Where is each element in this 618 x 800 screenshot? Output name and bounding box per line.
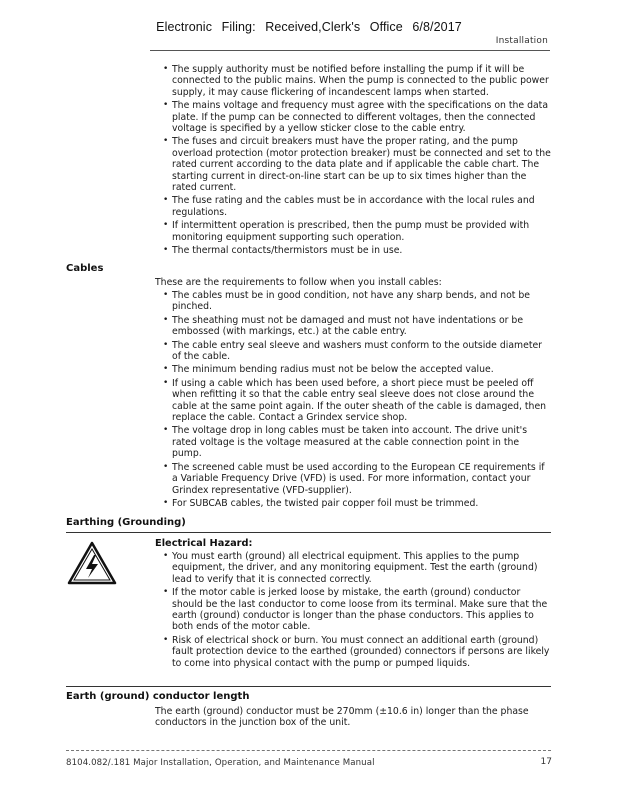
earthing-rule-top bbox=[66, 532, 551, 533]
list-item: • The thermal contacts/thermistors must be in use. bbox=[163, 245, 551, 256]
earthing-heading: Earthing (Grounding) bbox=[66, 517, 186, 528]
conductor-length-heading: Earth (ground) conductor length bbox=[66, 691, 250, 702]
list-item: • Risk of electrical shock or burn. You must connect an additional earth (ground) fault protection device to the earthed (grounded) connectors if persons are likely to come into physical contact with the pump or pumped liquids. bbox=[163, 635, 551, 669]
footer-rule bbox=[66, 750, 551, 751]
list-item: • If the motor cable is jerked loose by mistake, the earth (ground) conductor should be the last conductor to come loose from its terminal. Make sure that the earth (ground) conductor is longer than the phase conductors. This applies to both ends of the motor cable. bbox=[163, 587, 551, 633]
cables-heading: Cables bbox=[66, 263, 104, 274]
cables-list bbox=[163, 290, 551, 509]
conductor-length-text: The earth (ground) conductor must be 270mm (±10.6 in) longer than the phase conductors in the junction box of the unit. bbox=[155, 706, 529, 729]
electrical-hazard-icon bbox=[67, 541, 117, 585]
list-item: • The voltage drop in long cables must be taken into account. The drive unit's rated voltage is the voltage measured at the cable connection point in the pump. bbox=[163, 425, 551, 459]
list-item: • You must earth (ground) all electrical equipment. This applies to the pump equipment, the driver, and any monitoring equipment. Test the earth (ground) lead to verify that it is connected correctly. bbox=[163, 551, 551, 585]
power-supply-section bbox=[163, 64, 551, 259]
header-rule bbox=[150, 50, 550, 51]
list-item: • The sheathing must not be damaged and must not have indentations or be embossed (with markings, etc.) at the cable entry. bbox=[163, 315, 551, 338]
filing-header: Electronic Filing: Received,Clerk's Office 6/8/2017 bbox=[156, 20, 462, 34]
footer-doc-title: 8104.082/.181 Major Installation, Operation, and Maintenance Manual bbox=[66, 758, 375, 768]
cables-section bbox=[163, 290, 551, 511]
list-item: • If using a cable which has been used before, a short piece must be peeled off when refitting it so that the cable entry seal sleeve does not close around the cable at the same point again. If the outer sheath of the cable is damaged, then replace the cable. Contact a Grindex service shop. bbox=[163, 378, 551, 424]
list-item: • If intermittent operation is prescribed, then the pump must be provided with monitoring equipment supporting such operation. bbox=[163, 220, 551, 243]
earthing-rule-bottom bbox=[66, 686, 551, 687]
page-number: 17 bbox=[540, 757, 552, 767]
list-item: • The cable entry seal sleeve and washers must conform to the outside diameter of the cable. bbox=[163, 340, 551, 363]
list-item: • The screened cable must be used according to the European CE requirements if a Variable Frequency Drive (VFD) is used. For more information, contact your Grindex representative (VFD-supplier). bbox=[163, 462, 551, 496]
earthing-list bbox=[163, 551, 551, 669]
hazard-title: Electrical Hazard: bbox=[155, 538, 253, 549]
earthing-section bbox=[163, 551, 551, 671]
list-item: • The minimum bending radius must not be below the accepted value. bbox=[163, 364, 551, 375]
list-item: • The mains voltage and frequency must agree with the specifications on the data plate. If the pump can be connected to different voltages, then the connected voltage is specified by a yellow sticker close to the cable entry. bbox=[163, 100, 551, 134]
cables-intro: These are the requirements to follow when you install cables: bbox=[155, 277, 442, 288]
list-item: • The supply authority must be notified before installing the pump if it will be connected to the public mains. When the pump is connected to the public power supply, it may cause flickering of incandescent lamps when started. bbox=[163, 64, 551, 98]
list-item: • For SUBCAB cables, the twisted pair copper foil must be trimmed. bbox=[163, 498, 551, 509]
power-supply-list bbox=[163, 64, 551, 257]
list-item: • The fuse rating and the cables must be in accordance with the local rules and regulations. bbox=[163, 195, 551, 218]
list-item: • The fuses and circuit breakers must have the proper rating, and the pump overload protection (motor protection breaker) must be connected and set to the rated current according to the data plate and if applicable the cable chart. The starting current in direct-on-line start can be up to six times higher than the rated current. bbox=[163, 136, 551, 193]
list-item: • The cables must be in good condition, not have any sharp bends, and not be pinched. bbox=[163, 290, 551, 313]
section-tag: Installation bbox=[495, 36, 548, 46]
